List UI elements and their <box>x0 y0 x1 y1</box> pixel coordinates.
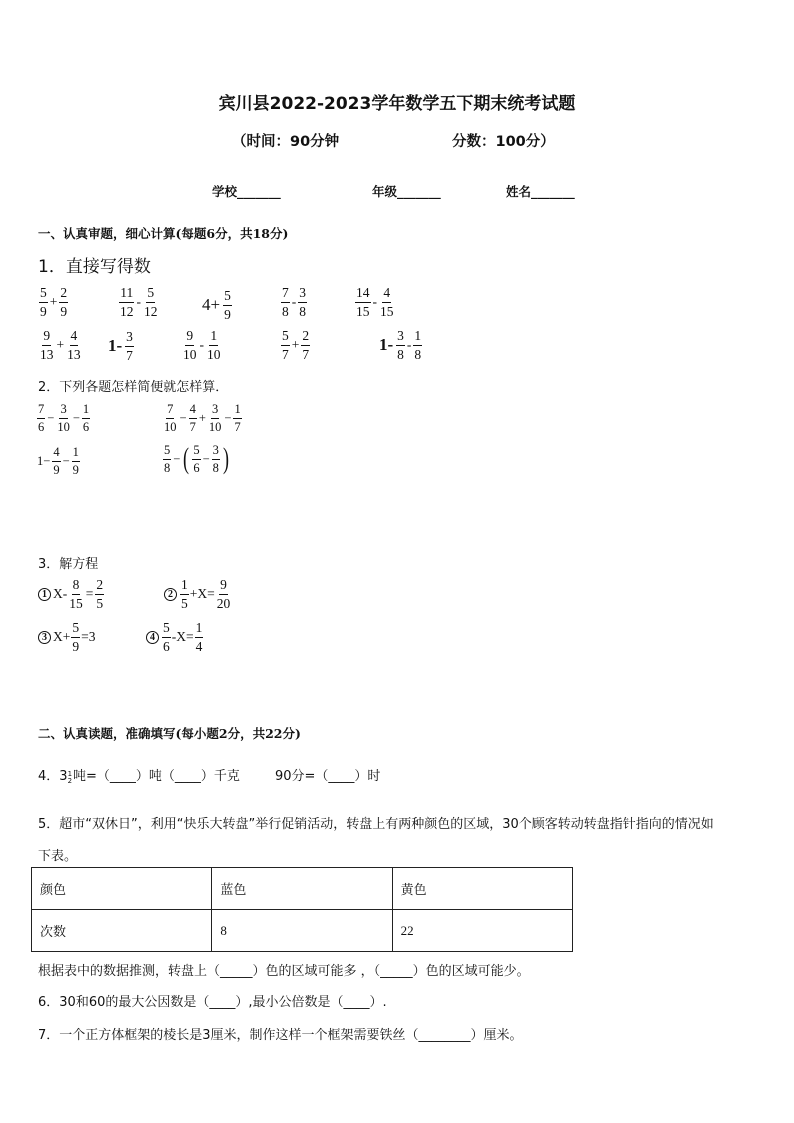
q1-expr-10: 1- $\frac{3}{8}$ - $\frac{1}{8}$ <box>379 328 422 362</box>
q2-expr-2: $\frac{7}{10}$ − $\frac{4}{7}$ + $\frac{3}{10}$ − $\frac{1}{7}$ <box>164 402 241 434</box>
table-row <box>32 910 573 952</box>
section-2-heading: 二、认真读题，准确填写(每小题2分，共22分) <box>38 726 301 741</box>
mixed-fraction: 1 2 <box>67 770 73 785</box>
q5-text-line-2: 下表。 <box>38 849 78 864</box>
q1-expr-7: 1- $\frac{3}{7}$ <box>108 329 133 363</box>
q3-label: 3．解方程 <box>38 557 99 572</box>
q5-text-line-1: 5．超市“双休日”，利用“快乐大转盘”举行促销活动，转盘上有两种颜色的区域，30个顾客转动转盘指针指向的情况如 <box>38 817 714 832</box>
q1-expr-3: 4+ $\frac{5}{9}$ <box>202 288 231 322</box>
q1-expr-5: $\frac{14}{15}$ - $\frac{4}{15}$ <box>356 285 394 319</box>
circled-number: 4 <box>146 631 159 644</box>
q2-label: 2．下列各题怎样简便就怎样算． <box>38 380 229 395</box>
q1-expr-9: $\frac{5}{7}$ + $\frac{2}{7}$ <box>282 328 310 362</box>
q3-equation-2: 2 $\frac{1}{5}$ +X= $\frac{9}{20}$ <box>164 578 232 610</box>
q3-equation-1: 1 X- $\frac{8}{15}$ = $\frac{2}{5}$ <box>38 578 105 610</box>
circled-number: 1 <box>38 588 51 601</box>
time-label: （时间：90分钟 <box>232 134 340 150</box>
score-label: 分数：100分） <box>452 134 555 150</box>
q1-expr-2: $\frac{11}{12}$ - $\frac{5}{12}$ <box>120 285 158 319</box>
circled-number: 3 <box>38 631 51 644</box>
q1-expr-4: $\frac{7}{8}$ - $\frac{3}{8}$ <box>282 285 306 319</box>
school-field: 学校_______ <box>212 184 281 199</box>
q6: 6．30和60的最大公因数是（____）,最小公倍数是（____）. <box>38 995 387 1010</box>
q2-expr-1: $\frac{7}{6}$ − $\frac{3}{10}$ − $\frac{1}{6}$ <box>38 402 90 434</box>
q5-question: 根据表中的数据推测，转盘上（_____）色的区域可能多 ，（_____）色的区域可能少。 <box>38 964 530 979</box>
q1-expr-8: $\frac{9}{10}$ - $\frac{1}{10}$ <box>183 328 221 362</box>
circled-number: 2 <box>164 588 177 601</box>
q7: 7．一个正方体框架的棱长是3厘米，制作这样一个框架需要铁丝（________）厘米。 <box>38 1028 523 1043</box>
data-table <box>31 867 573 952</box>
table-row <box>32 868 573 910</box>
grade-field: 年级_______ <box>372 184 441 199</box>
q2-expr-3: 1− $\frac{4}{9}$ − $\frac{1}{9}$ <box>37 445 79 477</box>
table-cell: 8 <box>212 910 392 952</box>
q3-equation-3: 3 X+ $\frac{5}{9}$ =3 <box>38 621 96 653</box>
table-cell: 22 <box>392 910 572 952</box>
table-header-cell: 颜色 <box>32 868 212 910</box>
table-cell: 次数 <box>32 910 212 952</box>
q1-expr-1: $\frac{5}{9}$ + $\frac{2}{9}$ <box>40 285 68 319</box>
q3-equation-4: 4 $\frac{5}{6}$ -X= $\frac{1}{4}$ <box>146 621 204 653</box>
q2-expr-4: $\frac{5}{8}$ − ( $\frac{5}{6}$ − $\frac{3}{8}$ ) <box>164 442 229 475</box>
table-header-cell: 蓝色 <box>212 868 392 910</box>
q4-part-2: 90分=（____）时 <box>275 769 381 784</box>
section-1-heading: 一、认真审题，细心计算(每题6分，共18分) <box>38 226 289 241</box>
q1-label: 1．直接写得数 <box>38 257 151 277</box>
q1-expr-6: $\frac{9}{13}$ + $\frac{4}{13}$ <box>40 328 81 362</box>
table-header-cell: 黄色 <box>392 868 572 910</box>
q4: 4．3 1 2 吨=（____）吨（____）千克 <box>38 769 240 785</box>
name-field: 姓名_______ <box>506 184 575 199</box>
page-title: 宾川县2022-2023学年数学五下期末统考试题 <box>218 94 576 114</box>
